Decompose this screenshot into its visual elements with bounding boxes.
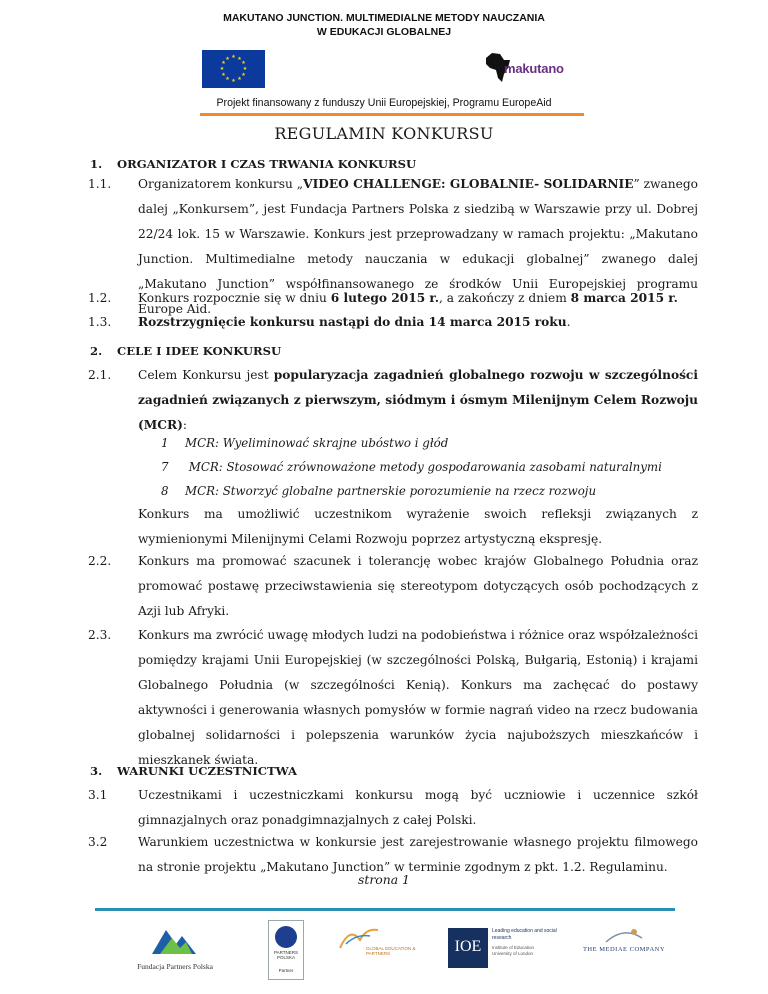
funding-note: Projekt finansowany z funduszy Unii Europejskiej, Programu EuropeAid — [216, 97, 552, 109]
svg-text:★: ★ — [237, 76, 242, 82]
goals-summary: Konkurs ma umożliwić uczestnikom wyrażenie swoich refleksji związanych z wymienionymi Milenijnymi Celami Rozwoju poprzez artystyczną ekspresję. — [138, 507, 698, 546]
ioe-text: Leading education and social research Institute of Education University of London — [492, 928, 557, 956]
header-divider — [200, 113, 584, 116]
svg-text:★: ★ — [225, 76, 230, 82]
svg-text:★: ★ — [241, 72, 246, 78]
makutano-logo-text: makutano — [504, 61, 564, 76]
global-education-partners-logo: GLOBAL EDUCATION & PARTNERS — [336, 922, 420, 978]
goal-item: 1 MCR: Wyeliminować skrajne ubóstwo i głód — [161, 436, 449, 450]
document-title: REGULAMIN KONKURSU — [274, 124, 494, 143]
page-number: strona 1 — [358, 872, 410, 887]
clause-2-2: 2.2. Konkurs ma promować szacunek i tolerancję wobec krajów Globalnego Południa oraz promować postawę przeciwstawienia się stereotypom dotyczących osób pochodzących z Azji lub Afryki. — [88, 554, 698, 618]
svg-text:★: ★ — [242, 66, 248, 72]
svg-text:★: ★ — [241, 60, 246, 66]
clause-1-2: 1.2. Konkurs rozpocznie się w dniu 6 lutego 2015 r., a zakończy z dniem 8 marca 2015 r. — [88, 291, 678, 305]
clause-1-3: 1.3. Rozstrzygnięcie konkursu nastąpi do dnia 14 marca 2015 roku. — [88, 315, 571, 329]
svg-text:★: ★ — [231, 54, 236, 60]
project-title — [0, 11, 768, 39]
svg-text:★: ★ — [231, 78, 236, 84]
fundacja-partners-polska-logo: Fundacja Partners Polska — [130, 924, 220, 974]
svg-text:★: ★ — [221, 60, 226, 66]
clause-1-1: 1.1. Organizatorem konkursu „VIDEO CHALLENGE: GLOBALNIE- SOLIDARNIE” zwanego dalej „Konkursem”, jest Fundacja Partners Polska z siedzibą w Warszawie przy ul. Dobrej 22/24 lok. 15 w Warszawie. Konkurs jest przeprowadzany w ramach projektu: „Makutano Junction. Multimedialne metody nauczania w edukacji globalnej” zwanego dalej „Makutano Junction” współfinansowanego ze środków Unii Europejskiej programu Europe Aid. — [88, 177, 698, 316]
clause-3-1: 3.1 Uczestnikami i uczestniczkami konkursu mogą być uczniowie i uczennice szkół gimnazjalnych oraz ponadgimnazjalnych z całej Polski. — [88, 788, 698, 827]
mediae-company-logo: THE MEDIAE COMPANY — [572, 926, 676, 972]
project-title-line1: MAKUTANO JUNCTION. MULTIMEDIALNE METODY NAUCZANIA — [223, 12, 545, 24]
goal-item: 7 MCR: Stosować zrównoważone metody gospodarowania zasobami naturalnymi — [161, 460, 662, 474]
svg-text:★: ★ — [237, 56, 242, 62]
project-title-line2: W EDUKACJI GLOBALNEJ — [316, 26, 452, 38]
clause-3-2: 3.2 Warunkiem uczestnictwa w konkursie jest zarejestrowanie własnego projektu filmowego na stronie projektu „Makutano Junction” w terminie zgodnym z pkt. 1.2. Regulaminu. — [88, 835, 698, 874]
partner-logos — [0, 918, 768, 988]
ioe-logo: IOE — [448, 928, 488, 968]
clause-2-3: 2.3. Konkurs ma zwrócić uwagę młodych ludzi na podobieństwa i różnice oraz współzależności pomiędzy krajami Unii Europejskiej (w szczególności Polską, Bułgarią, Estonią) i krajami Globalnego Południa (w szczególności Kenią). Konkurs ma zachęcać do postawy aktywności i generowania własnych pomysłów w formie nagrań video na rzecz budowania globalnej solidarności i polepszenia warunków życia najuboższych mieszkańców i mieszkanek świata. — [88, 628, 698, 767]
partners-polska-badge-logo: PARTNERS POLSKA Partner — [268, 920, 304, 980]
footer-divider — [95, 908, 675, 911]
eu-flag-logo — [202, 50, 265, 88]
svg-text:★: ★ — [225, 56, 230, 62]
clause-2-1: 2.1. Celem Konkursu jest popularyzacja zagadnień globalnego rozwoju w szczególności zagadnień związanych z pierwszym, siódmym i ósmym Milenijnym Celem Rozwoju (MCR): — [88, 368, 698, 432]
svg-text:★: ★ — [221, 72, 226, 78]
goal-item: 8 MCR: Stworzyć globalne partnerskie porozumienie na rzecz rozwoju — [161, 484, 597, 498]
svg-text:★: ★ — [219, 66, 225, 72]
globe-icon — [275, 926, 297, 948]
